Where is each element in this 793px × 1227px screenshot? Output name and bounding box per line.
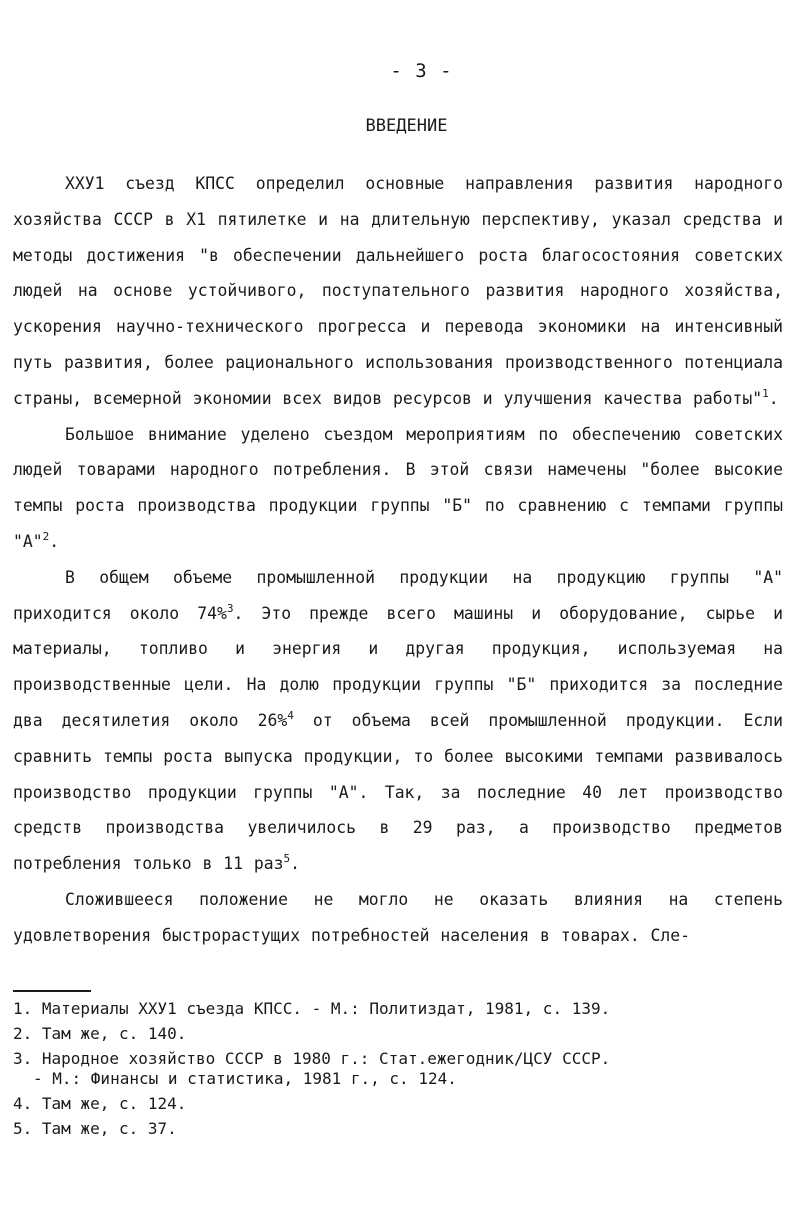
paragraph-end: . — [49, 531, 60, 551]
paragraph-1 — [13, 166, 783, 417]
footnote-ref: 5 — [283, 852, 291, 866]
paragraph-end: . — [768, 388, 779, 408]
page-title: ВВЕДЕНИЕ — [365, 116, 448, 136]
paragraph-text: ХХУ1 съезд КПСС определил основные направления развития народного хозяйства СССР в Х1 пятилетке и на длительную перспективу, указал средства и методы достижения "в обеспечении дальнейшего роста благосостояния советских людей на основе устойчивого, поступательного развития народного хозяйства, ускорения научно-технического прогресса и перевода экономики на интенсивный путь развития, более рационального использования производственного потенциала страны, всемерной экономии всех видов ресурсов и улучшения качества работы" — [13, 174, 783, 408]
footnote-ref: 3 — [226, 601, 234, 615]
footnote-ref: 2 — [42, 529, 50, 543]
paragraph-text: Сложившееся положение не могло не оказать влияния на степень удовлетворения быстрорастущих потребностей населения в товарах. Сле- — [13, 889, 783, 945]
footnote-5: 5. Там же, с. 37. — [13, 1119, 177, 1138]
footnote-3: 3. Народное хозяйство СССР в 1980 г.: Стат.ежегодник/ЦСУ СССР. — [13, 1049, 611, 1068]
paragraph-text: от объема всей промышленной продукции. Если сравнить темпы роста выпуска продукции, то более высокими темпами развивалось производство продукции группы "А". Так, за последние 40 лет производство средств производства увеличилось в 29 раз, а производство предметов потребления только в 11 раз — [13, 710, 783, 874]
paragraph-text: В общем объеме промышленной продукции на продукцию группы "А" приходится около 74% — [13, 567, 783, 623]
paragraph-4 — [13, 882, 783, 954]
paragraph-3 — [13, 560, 783, 882]
paragraph-end: . — [290, 854, 300, 874]
page-number: - 3 - — [390, 60, 453, 82]
main-text — [13, 166, 783, 954]
footnote-2: 2. Там же, с. 140. — [13, 1024, 187, 1043]
paragraph-2 — [13, 417, 783, 560]
footnote-3-continuation: - М.: Финансы и статистика, 1981 г., с. 124. — [33, 1069, 457, 1088]
paragraph-text: . Это прежде всего машины и оборудование, сырье и материалы, топливо и энергия и другая продукция, используемая на производственные цели. На долю продукции группы "Б" приходится за последние два десятилетия около 26% — [13, 603, 783, 730]
footnote-4: 4. Там же, с. 124. — [13, 1094, 187, 1113]
footnote-ref: 1 — [762, 386, 769, 400]
footnote-1: 1. Материалы ХХУ1 съезда КПСС. - М.: Политиздат, 1981, с. 139. — [13, 999, 611, 1018]
paragraph-text: Большое внимание уделено съездом мероприятиям по обеспечению советских людей товарами народного потребления. В этой связи намечены "более высокие темпы роста производства продукции группы "Б" по сравнению с темпами группы "А" — [13, 424, 783, 551]
footnote-divider — [13, 990, 91, 992]
footnotes — [13, 996, 773, 1141]
footnote-ref: 4 — [287, 708, 294, 722]
